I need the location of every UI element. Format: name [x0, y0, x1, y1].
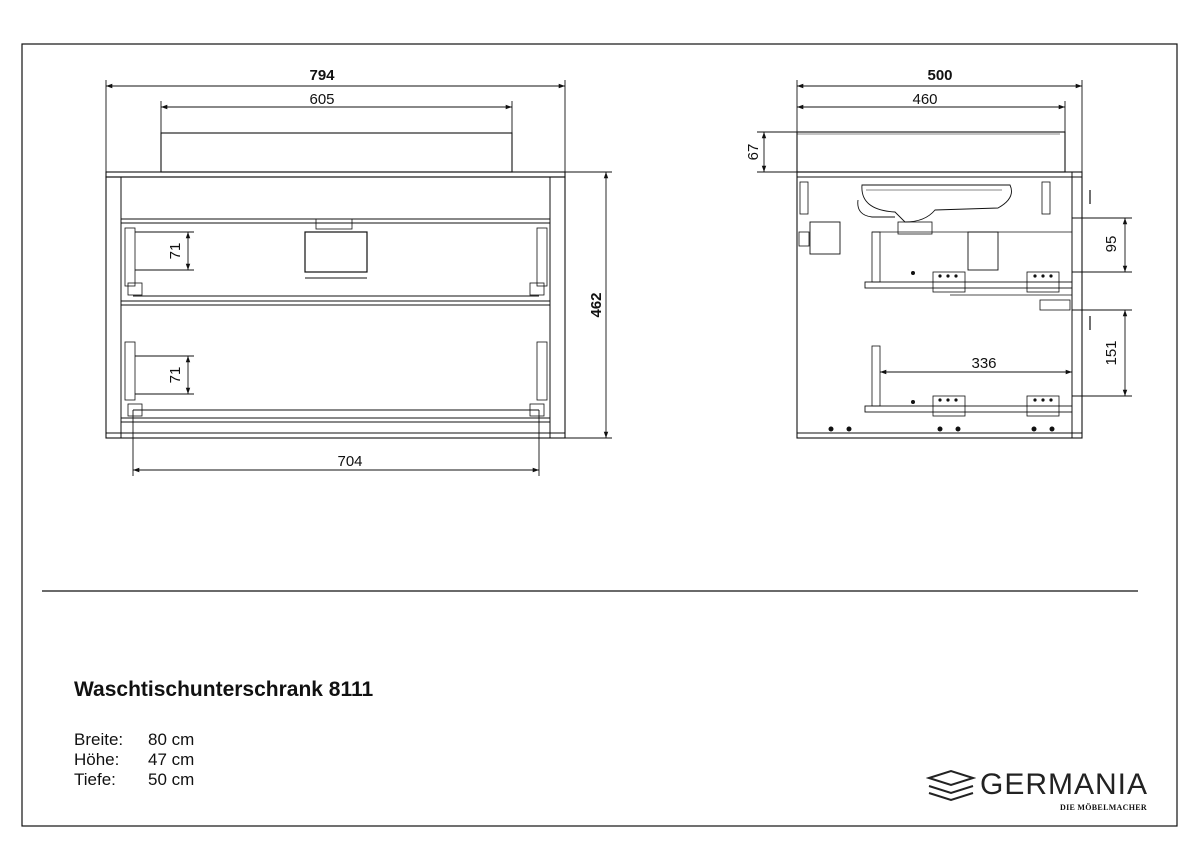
side-cabinet-body — [797, 172, 1082, 438]
dim-95-label: 95 — [1103, 235, 1120, 253]
product-specs — [74, 730, 194, 790]
dim-336-label: 336 — [971, 355, 997, 372]
germania-logo — [924, 766, 1169, 818]
dim-71-lower-label: 71 — [167, 366, 184, 384]
front-view — [106, 133, 565, 438]
spec-value-height: 47 cm — [148, 750, 195, 769]
spec-value-width: 80 cm — [148, 730, 195, 749]
brand-name: GERMANIA — [980, 768, 1149, 801]
basin-bowl — [862, 185, 1012, 222]
dim-704-label: 704 — [337, 453, 363, 470]
spec-row-height — [74, 750, 194, 770]
cabinet-body — [106, 177, 565, 438]
lower-drawer-runner — [865, 406, 1072, 412]
spec-label-width: Breite: — [74, 730, 124, 749]
spec-label-height: Höhe: — [74, 750, 120, 769]
stacked-layers-icon — [926, 768, 976, 804]
basin-outline — [161, 133, 512, 172]
side-view — [797, 132, 1090, 438]
spec-row-depth — [74, 770, 194, 790]
dim-71-upper-label: 71 — [167, 242, 184, 260]
side-countertop — [797, 132, 1065, 172]
spec-value-depth: 50 cm — [148, 770, 195, 789]
dim-605-label: 605 — [309, 91, 335, 108]
upper-drawer-runner — [865, 282, 1072, 288]
dim-462-label: 462 — [588, 292, 605, 318]
drawing-border — [22, 44, 1177, 826]
dim-151-label: 151 — [1103, 340, 1120, 366]
dim-794-label: 794 — [309, 67, 335, 84]
spec-row-width — [74, 730, 194, 750]
brand-tagline: DIE MÖBELMACHER — [1060, 803, 1147, 812]
siphon — [305, 232, 367, 272]
dim-500-label: 500 — [927, 67, 953, 84]
product-title: Waschtischunterschrank 8111 — [74, 678, 374, 701]
dim-67-label: 67 — [745, 143, 762, 161]
spec-label-depth: Tiefe: — [74, 770, 116, 789]
countertop — [106, 172, 565, 177]
dim-460-label: 460 — [912, 91, 938, 108]
side-dimensions — [757, 80, 1132, 396]
